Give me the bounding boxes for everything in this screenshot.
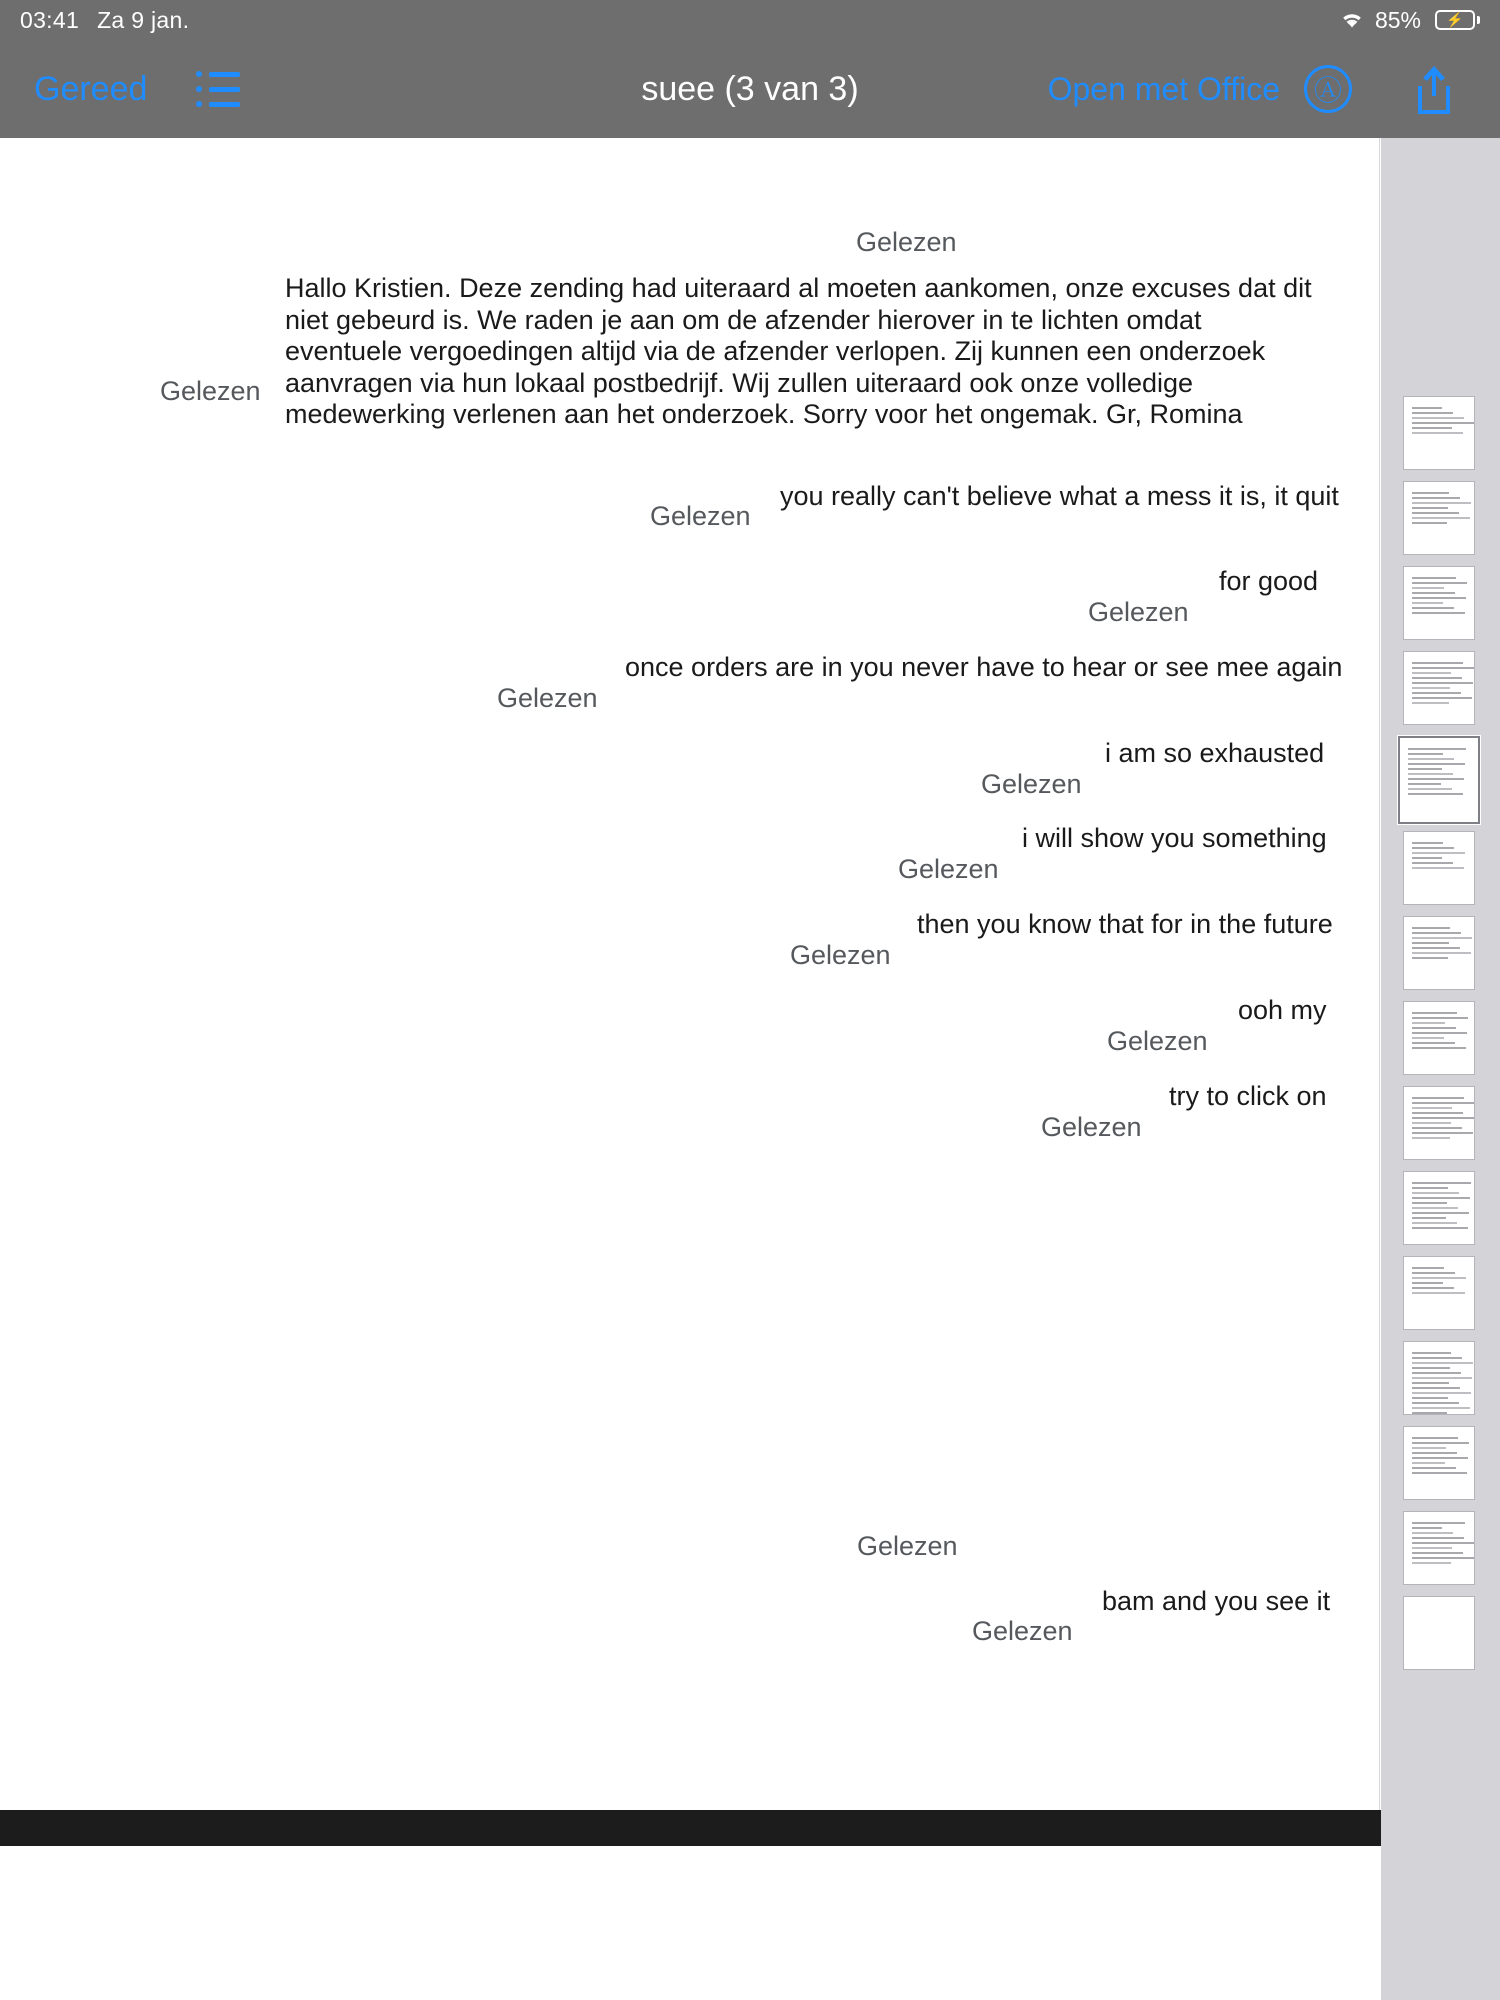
thumbnail-line [1412, 1027, 1456, 1029]
thumbnail-line [1412, 1277, 1466, 1279]
thumbnail-line [1412, 427, 1452, 429]
thumbnail-line [1412, 1127, 1462, 1129]
viewer-toolbar [0, 40, 1500, 138]
thumbnail-line [1412, 662, 1463, 664]
thumbnail-line [1412, 687, 1450, 689]
page-separator [0, 1810, 1500, 1846]
thumbnail-line [1412, 1187, 1448, 1189]
thumbnail-line [1412, 1472, 1467, 1474]
thumbnail-page-6[interactable] [1403, 831, 1475, 905]
thumbnail-line [1412, 1402, 1459, 1404]
thumbnail-line [1412, 937, 1472, 939]
thumbnail-page-14[interactable] [1403, 1511, 1475, 1585]
thumbnail-page-4[interactable] [1403, 651, 1475, 725]
thumbnail-page-3[interactable] [1403, 566, 1475, 640]
thumbnail-line [1412, 1022, 1445, 1024]
thumbnail-page-1[interactable] [1403, 396, 1475, 470]
read-receipt-2: Gelezen [1088, 597, 1189, 627]
thumbnail-line [1412, 702, 1449, 704]
thumbnail-line [1412, 1437, 1458, 1439]
thumbnail-page-9[interactable] [1403, 1086, 1475, 1160]
thumbnail-line [1412, 1547, 1452, 1549]
message-text-8: try to click on [1169, 1081, 1327, 1111]
thumbnail-line [1412, 847, 1454, 849]
thumbnail-line [1412, 597, 1466, 599]
thumbnail-page-10[interactable] [1403, 1171, 1475, 1245]
thumbnail-line [1412, 1132, 1473, 1134]
thumbnail-line [1412, 582, 1467, 584]
read-receipt-9: Gelezen [857, 1531, 958, 1561]
thumbnail-page-13[interactable] [1403, 1426, 1475, 1500]
thumbnail-line [1412, 577, 1456, 579]
thumbnail-line [1412, 1407, 1470, 1409]
thumbnail-line [1408, 753, 1443, 755]
thumbnail-line [1408, 763, 1465, 765]
thumbnail-line [1412, 1287, 1454, 1289]
thumbnail-page-12[interactable] [1403, 1341, 1475, 1415]
read-receipt-7: Gelezen [1107, 1026, 1208, 1056]
read-receipt-left: Gelezen [160, 376, 261, 406]
thumbnail-line [1412, 492, 1449, 494]
thumbnail-line [1412, 1372, 1461, 1374]
thumbnail-line [1412, 1017, 1468, 1019]
thumbnail-line [1412, 407, 1442, 409]
thumbnail-line [1412, 862, 1453, 864]
thumbnail-line [1412, 1182, 1471, 1184]
thumbnail-line [1412, 602, 1443, 604]
message-paragraph: Hallo Kristien. Deze zending had uiteraard al moeten aankomen, onze excuses dat dit niet gebeurd is. We raden je aan om de afzender hierover in te lichten omdat eventuele vergoedingen altijd via de afzender verlopen. Zij kunnen een onderzoek aanvragen via hun lokaal postbedrijf. Wij zullen uiteraard ook onze volledige medewerking verlenen aan het onderzoek. Sorry voor het ongemak. Gr, Romina [285, 273, 1312, 430]
thumbnail-line [1412, 947, 1460, 949]
thumbnail-line [1412, 1532, 1453, 1534]
thumbnail-line [1412, 1362, 1473, 1364]
status-time: 03:41 [20, 6, 80, 33]
thumbnail-line [1412, 672, 1451, 674]
thumbnail-line [1412, 592, 1455, 594]
thumbnail-line [1412, 1562, 1451, 1564]
thumbnail-line [1408, 793, 1463, 795]
thumbnail-line [1412, 927, 1450, 929]
thumbnail-line [1412, 952, 1471, 954]
thumbnail-line [1412, 522, 1447, 524]
thumbnail-line [1412, 957, 1448, 959]
thumbnail-line [1412, 1462, 1445, 1464]
thumbnail-line [1412, 1217, 1446, 1219]
thumbnail-line [1412, 1202, 1447, 1204]
document-scroll-area[interactable] [0, 138, 1500, 2000]
thumbnail-line [1412, 1527, 1442, 1529]
thumbnail-line [1412, 1542, 1475, 1544]
document-title: suee (3 van 3) [641, 69, 859, 108]
status-bar-left [20, 7, 189, 34]
read-receipt-8: Gelezen [1041, 1112, 1142, 1142]
message-text-5: i will show you something [1022, 823, 1327, 853]
thumbnail-line [1412, 932, 1461, 934]
battery-percent-label: 85% [1374, 6, 1421, 33]
status-bar [0, 0, 1500, 40]
thumbnail-line [1412, 697, 1472, 699]
thumbnail-line [1412, 517, 1470, 519]
thumbnail-page-5[interactable] [1398, 736, 1480, 824]
thumbnail-line [1412, 1537, 1464, 1539]
thumbnail-line [1412, 607, 1454, 609]
thumbnail-line [1412, 507, 1448, 509]
thumbnail-line [1412, 1227, 1468, 1229]
status-date: Za 9 jan. [97, 6, 190, 33]
thumbnail-line [1412, 1452, 1457, 1454]
thumbnail-line [1412, 1397, 1448, 1399]
thumbnail-page-15[interactable] [1403, 1596, 1475, 1670]
thumbnail-line [1412, 1212, 1469, 1214]
thumbnail-line [1412, 1292, 1465, 1294]
thumbnail-line [1412, 432, 1463, 434]
thumbnail-line [1412, 417, 1464, 419]
thumbnail-line [1412, 1377, 1472, 1379]
thumbnail-line [1412, 1522, 1465, 1524]
wifi-icon [1339, 10, 1365, 30]
thumbnail-line [1408, 758, 1454, 760]
thumbnail-line [1412, 692, 1461, 694]
share-icon[interactable] [1412, 62, 1456, 116]
read-receipt-5: Gelezen [898, 854, 999, 884]
battery-icon: ⚡ [1435, 10, 1480, 30]
thumbnail-line [1408, 748, 1466, 750]
thumbnail-line [1412, 867, 1464, 869]
thumbnail-line [1412, 1457, 1468, 1459]
message-text-3: once orders are in you never have to hear or see mee again [625, 652, 1343, 682]
thumbnail-page-7[interactable] [1403, 916, 1475, 990]
thumbnail-line [1412, 942, 1449, 944]
message-text-10: bam and you see it [1102, 1586, 1331, 1616]
thumbnail-line [1412, 1442, 1469, 1444]
read-receipt-10: Gelezen [972, 1616, 1073, 1646]
thumbnail-line [1412, 1352, 1451, 1354]
message-text-7: ooh my [1238, 995, 1327, 1025]
thumbnail-line [1408, 788, 1452, 790]
thumbnail-page-2[interactable] [1403, 481, 1475, 555]
thumbnail-line [1412, 1192, 1459, 1194]
thumbnail-line [1412, 1382, 1449, 1384]
read-receipt-1: Gelezen [650, 501, 751, 531]
message-text-2: for good [1219, 566, 1319, 596]
thumbnail-line [1412, 857, 1442, 859]
thumbnail-line [1412, 1112, 1463, 1114]
read-receipt-3: Gelezen [497, 683, 598, 713]
markup-circle-icon[interactable]: Ⓐ [1304, 65, 1352, 113]
thumbnail-line [1412, 1357, 1462, 1359]
thumbnail-line [1412, 667, 1474, 669]
read-receipt-6: Gelezen [790, 940, 891, 970]
thumbnail-line [1412, 842, 1443, 844]
thumbnail-line [1412, 1032, 1467, 1034]
thumbnail-line [1412, 422, 1475, 424]
thumbnail-line [1412, 1117, 1474, 1119]
message-text-1: you really can't believe what a mess it is, it quit [780, 481, 1339, 511]
thumbnail-line [1412, 677, 1462, 679]
thumbnail-line [1412, 1282, 1443, 1284]
thumbnail-page-11[interactable] [1403, 1256, 1475, 1330]
message-text-4: i am so exhausted [1105, 738, 1325, 768]
thumbnail-line [1412, 1042, 1455, 1044]
thumbnail-line [1412, 852, 1465, 854]
message-text-6: then you know that for in the future [917, 909, 1333, 939]
thumbnail-line [1408, 768, 1442, 770]
thumbnail-line [1412, 1557, 1474, 1559]
thumbnail-rail[interactable] [1381, 138, 1500, 2000]
thumbnail-line [1412, 1107, 1452, 1109]
thumbnail-line [1412, 1012, 1457, 1014]
thumbnail-line [1412, 512, 1459, 514]
thumbnail-line [1412, 1197, 1470, 1199]
thumbnail-line [1412, 1447, 1446, 1449]
thumbnail-line [1408, 783, 1441, 785]
thumbnail-line [1412, 1392, 1471, 1394]
thumbnail-line [1412, 1097, 1464, 1099]
thumbnail-line [1412, 1047, 1466, 1049]
open-with-office-button[interactable]: Open met Office [1047, 70, 1280, 107]
thumbnail-line [1412, 1552, 1463, 1554]
thumbnail-line [1412, 502, 1471, 504]
thumbnail-line [1412, 1037, 1444, 1039]
thumbnail-line [1412, 1222, 1457, 1224]
thumbnail-line [1412, 1102, 1475, 1104]
thumbnail-line [1412, 1207, 1458, 1209]
status-bar-right [1339, 7, 1480, 34]
read-receipt-top: Gelezen [856, 227, 957, 257]
thumbnail-line [1412, 1412, 1447, 1414]
thumbnail-line [1412, 1367, 1450, 1369]
thumbnail-line [1408, 778, 1464, 780]
document-page-3 [10, 138, 1380, 1810]
thumbnail-line [1412, 1137, 1450, 1139]
thumbnail-line [1412, 412, 1453, 414]
document-page-next [10, 1846, 1380, 2000]
thumbnail-line [1412, 682, 1473, 684]
thumbnail-line [1412, 1272, 1455, 1274]
thumbnail-line [1412, 1122, 1451, 1124]
thumbnail-line [1412, 587, 1444, 589]
thumbnail-line [1412, 1387, 1460, 1389]
read-receipt-4: Gelezen [981, 769, 1082, 799]
thumbnail-line [1412, 1267, 1444, 1269]
thumbnail-line [1408, 773, 1453, 775]
done-button[interactable]: Gereed [34, 69, 148, 108]
thumbnail-line [1412, 497, 1460, 499]
list-bullet-icon[interactable] [196, 71, 242, 107]
thumbnail-page-8[interactable] [1403, 1001, 1475, 1075]
thumbnail-line [1412, 612, 1465, 614]
thumbnail-line [1412, 1467, 1456, 1469]
